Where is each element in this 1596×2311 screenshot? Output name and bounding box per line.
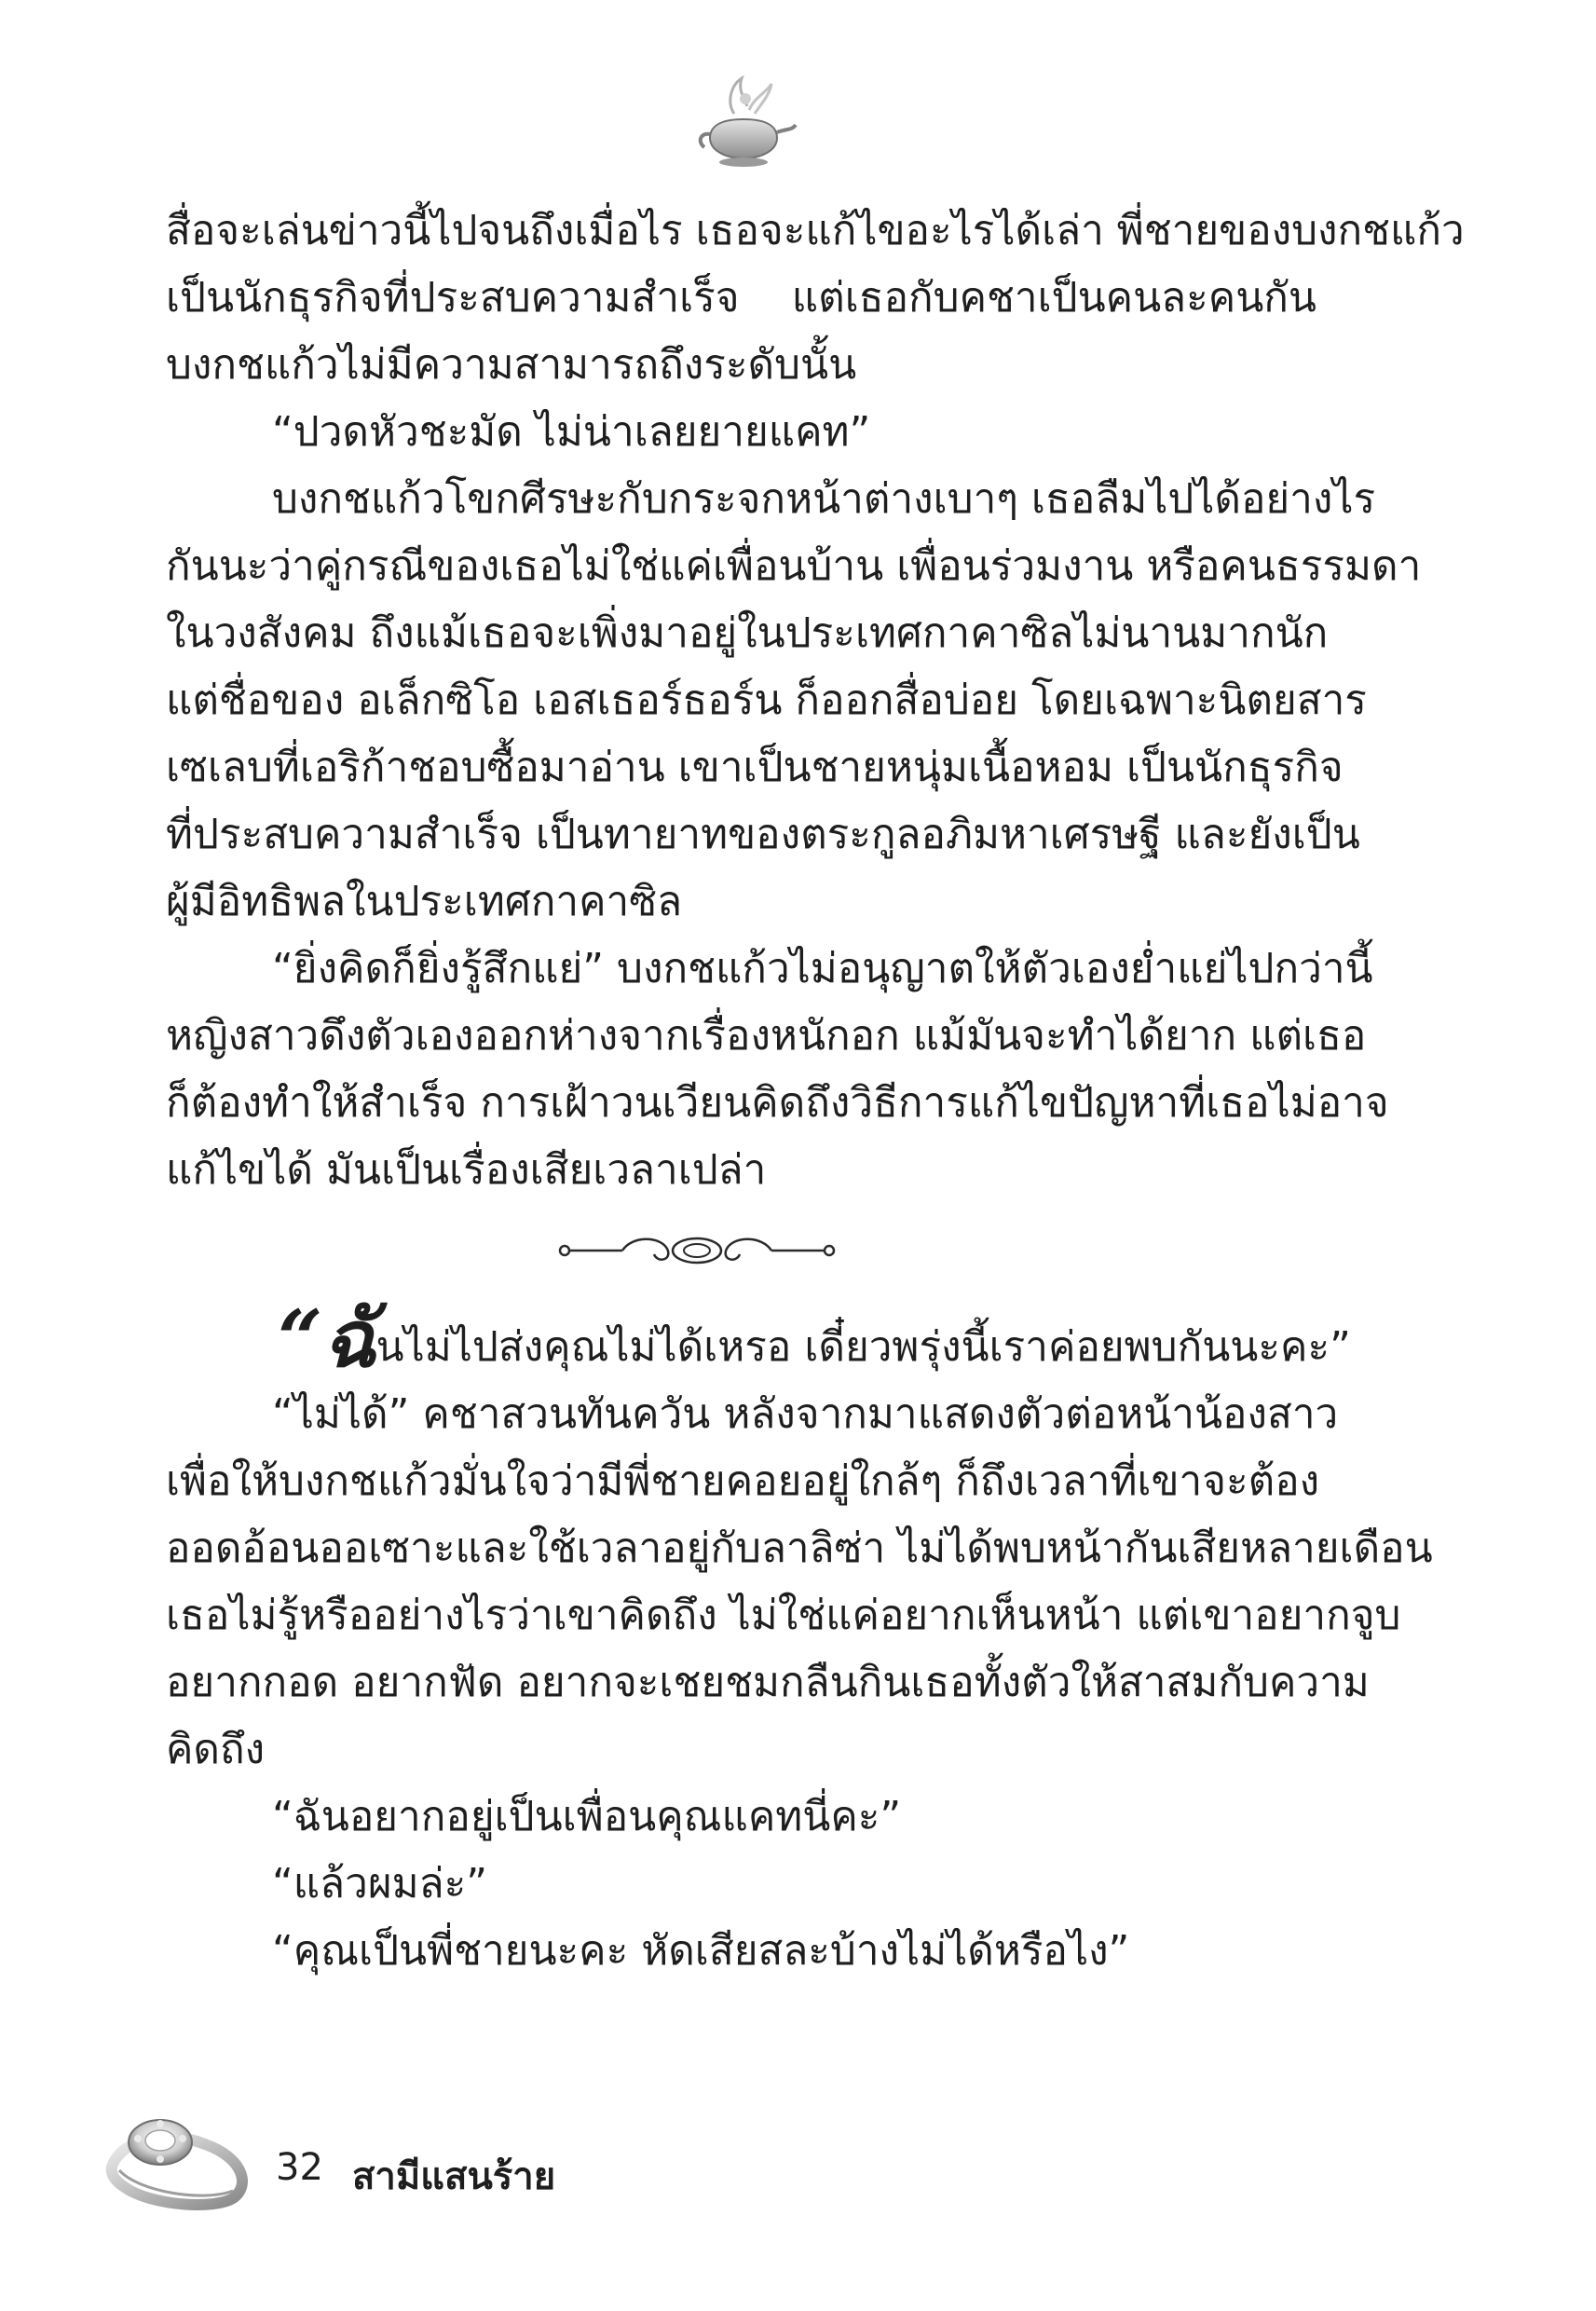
text-line: เซเลบที่เอริก้าชอบซื้อมาอ่าน เขาเป็นชายหนุ่มเนื้อหอม เป็นนักธุรกิจ [166,744,1344,791]
diamond-ring-icon [102,2101,261,2213]
text-line: ในวงสังคม ถึงแม้เธอจะเพิ่งมาอยู่ในประเทศกาคาซิลไม่นานมากนัก [166,609,1329,657]
text-line: เป็นนักธุรกิจที่ประสบความสำเร็จ แต่เธอกับคชาเป็นคนละคนกัน [166,274,1316,321]
text-line: บงกชแก้วไม่มีความสามารถถึงระดับนั้น [166,341,857,389]
text-line: ผู้มีอิทธิพลในประเทศกาคาซิล [166,878,683,925]
body-text [166,198,1465,1985]
text-line: “ไม่ได้” คชาสวนทันควัน หลังจากมาแสดงตัวต่อหน้าน้องสาว [272,1390,1339,1438]
text-line: ออดอ้อนออเซาะและใช้เวลาอยู่กับลาลิซ่า ไม่ได้พบหน้ากันเสียหลายเดือน [166,1525,1433,1572]
text-line: แก้ไขได้ มันเป็นเรื่องเสียเวลาเปล่า [166,1146,767,1194]
dropcap-letter: “ฉั [278,1292,376,1385]
paragraph-block-2 [166,1381,1433,1985]
text-line: บงกชแก้วโขกศีรษะกับกระจกหน้าต่างเบาๆ เธอลืมไปได้อย่างไร [272,475,1376,523]
dropcap-paragraph [166,1292,1351,1385]
teapot-lamp-ornament-icon [689,65,801,177]
text-line: เธอไม่รู้หรืออย่างไรว่าเขาคิดถึง ไม่ใช่แค่อยากเห็นหน้า แต่เขาอยากจูบ [166,1592,1401,1639]
page-footer [102,2101,755,2222]
text-line: “แล้วผมล่ะ” [272,1860,487,1908]
paragraph-block-1 [166,198,1465,1204]
text-line: “ยิ่งคิดก็ยิ่งรู้สึกแย่” บงกชแก้วไม่อนุญาตให้ตัวเองย่ำแย่ไปกว่านี้ [272,945,1373,992]
text-line: เพื่อให้บงกชแก้วมั่นใจว่ามีพี่ชายคอยอยู่ใกล้ๆ ก็ถึงเวลาที่เขาจะต้อง [166,1457,1320,1505]
text-line: “ปวดหัวชะมัด ไม่น่าเลยยายแคท” [272,408,871,456]
text-line: กันนะว่าคู่กรณีของเธอไม่ใช่แค่เพื่อนบ้าน เพื่อนร่วมงาน หรือคนธรรมดา [166,542,1422,590]
text-line: ก็ต้องทำให้สำเร็จ การเฝ้าวนเวียนคิดถึงวิธีการแก้ไขปัญหาที่เธอไม่อาจ [166,1079,1389,1127]
text-line: อยากกอด อยากฟัด อยากจะเชยชมกลืนกินเธอทั้งตัวให้สาสมกับความ [166,1659,1370,1706]
text-line: “คุณเป็นพี่ชายนะคะ หัดเสียสละบ้างไม่ได้หรือไง” [272,1927,1130,1975]
text-line: “ฉันอยากอยู่เป็นเพื่อนคุณแคทนี่คะ” [272,1793,902,1840]
book-title: สามีแสนร้าย [352,2155,556,2198]
page-number: 32 [276,2146,323,2189]
scene-divider [166,1204,1316,1297]
scroll-divider-icon [557,1232,837,1269]
dropcap-line-text: นไม่ไปส่งคุณไม่ได้เหรอ เดี๋ยวพรุ่งนี้เราค่อยพบกันนะคะ” [375,1323,1351,1371]
text-line: แต่ชื่อของ อเล็กซิโอ เอสเธอร์ธอร์น ก็ออกสื่อบ่อย โดยเฉพาะนิตยสาร [166,677,1367,724]
text-line: สื่อจะเล่นข่าวนี้ไปจนถึงเมื่อไร เธอจะแก้ไขอะไรได้เล่า พี่ชายของบงกชแก้ว [166,207,1465,254]
text-line: หญิงสาวดึงตัวเองออกห่างจากเรื่องหนักอก แม้มันจะทำได้ยาก แต่เธอ [166,1012,1367,1060]
text-line: ที่ประสบความสำเร็จ เป็นทายาทของตระกูลอภิมหาเศรษฐี และยังเป็น [166,811,1360,858]
text-line: คิดถึง [166,1726,266,1773]
